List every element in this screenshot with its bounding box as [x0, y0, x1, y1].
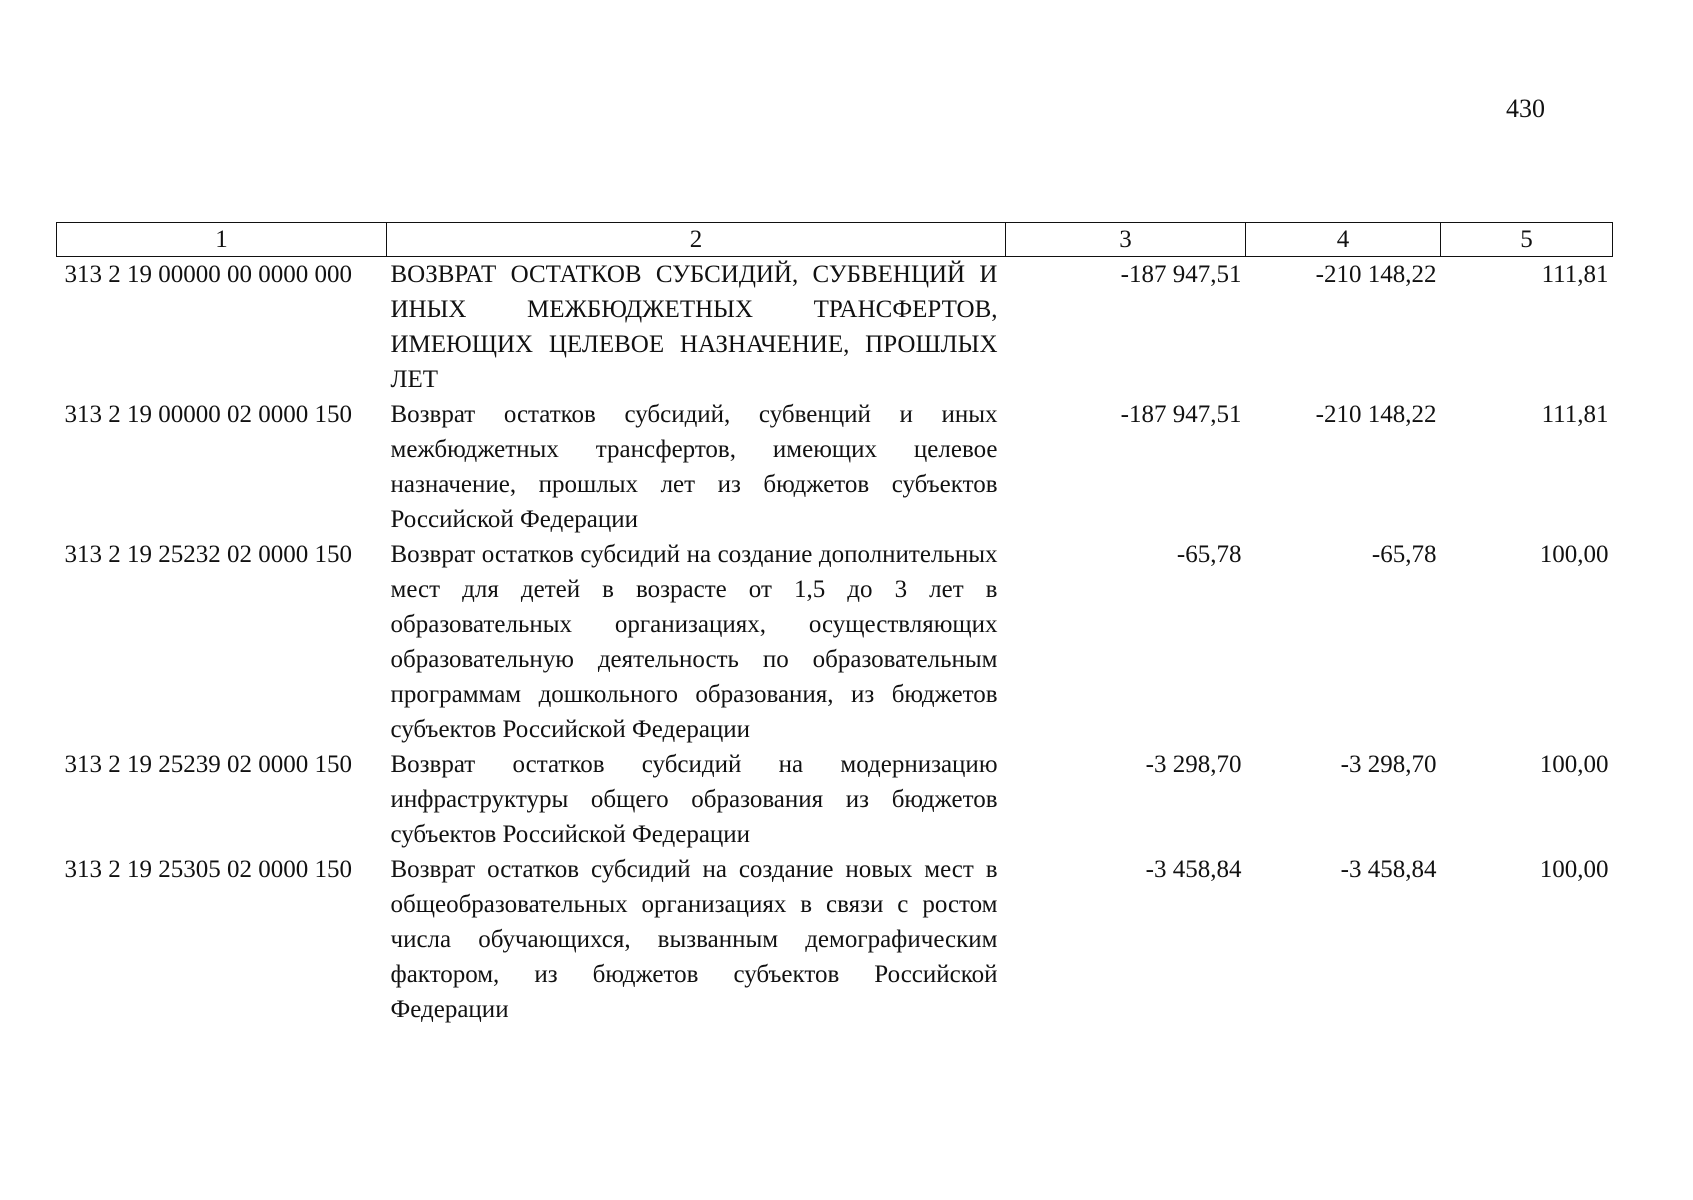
row-description: Возврат остатков субсидий на создание дополнительных мест для детей в возрасте от 1,5 до 3 лет в образовательных организациях, осуществляющих образовательную деятельность по образовательным программам дошкольного образования, из бюджетов субъектов Российской Федерации	[390, 541, 998, 743]
value-col-5: 111,81	[1541, 401, 1609, 428]
row-description: Возврат остатков субсидий, субвенций и иных межбюджетных трансфертов, имеющих целевое назначение, прошлых лет из бюджетов субъектов Российской Федерации	[390, 401, 998, 533]
budget-code: 313 2 19 25232 02 0000 150	[64, 541, 352, 568]
row-description: Возврат остатков субсидий на модернизацию инфраструктуры общего образования из бюджетов субъектов Российской Федерации	[390, 751, 998, 848]
table-row	[57, 537, 1613, 747]
header-row	[57, 223, 1613, 257]
value-col-5: 100,00	[1539, 856, 1609, 883]
value-col-4: -3 298,70	[1340, 751, 1437, 778]
table-row	[57, 747, 1613, 852]
table-row	[57, 257, 1613, 398]
header-col-1: 1	[57, 223, 387, 257]
table-row	[57, 852, 1613, 1027]
row-description: ВОЗВРАТ ОСТАТКОВ СУБСИДИЙ, СУБВЕНЦИЙ И ИНЫХ МЕЖБЮДЖЕТНЫХ ТРАНСФЕРТОВ, ИМЕЮЩИХ ЦЕЛЕВОЕ НАЗНАЧЕНИЕ, ПРОШЛЫХ ЛЕТ	[390, 261, 998, 393]
value-col-3: -3 298,70	[1145, 751, 1242, 778]
value-col-4: -210 148,22	[1315, 261, 1437, 288]
table-body	[57, 257, 1613, 1028]
header-col-5: 5	[1441, 223, 1613, 257]
budget-table	[56, 222, 1613, 1027]
header-col-4: 4	[1246, 223, 1441, 257]
table-header	[57, 223, 1613, 257]
value-col-4: -65,78	[1371, 541, 1437, 568]
value-col-3: -65,78	[1176, 541, 1242, 568]
value-col-3: -187 947,51	[1120, 261, 1242, 288]
value-col-3: -3 458,84	[1145, 856, 1242, 883]
budget-code: 313 2 19 25239 02 0000 150	[64, 751, 352, 778]
budget-code: 313 2 19 25305 02 0000 150	[64, 856, 352, 883]
value-col-5: 100,00	[1539, 751, 1609, 778]
table-row	[57, 397, 1613, 537]
page-number: 430	[1506, 94, 1545, 123]
value-col-4: -210 148,22	[1315, 401, 1437, 428]
budget-code: 313 2 19 00000 00 0000 000	[64, 261, 352, 288]
header-col-3: 3	[1006, 223, 1246, 257]
value-col-5: 111,81	[1541, 261, 1609, 288]
row-description: Возврат остатков субсидий на создание новых мест в общеобразовательных организациях в связи с ростом числа обучающихся, вызванным демографическим фактором, из бюджетов субъектов Российской Федерации	[390, 856, 998, 1023]
header-col-2: 2	[387, 223, 1006, 257]
budget-code: 313 2 19 00000 02 0000 150	[64, 401, 352, 428]
value-col-4: -3 458,84	[1340, 856, 1437, 883]
value-col-3: -187 947,51	[1120, 401, 1242, 428]
value-col-5: 100,00	[1539, 541, 1609, 568]
